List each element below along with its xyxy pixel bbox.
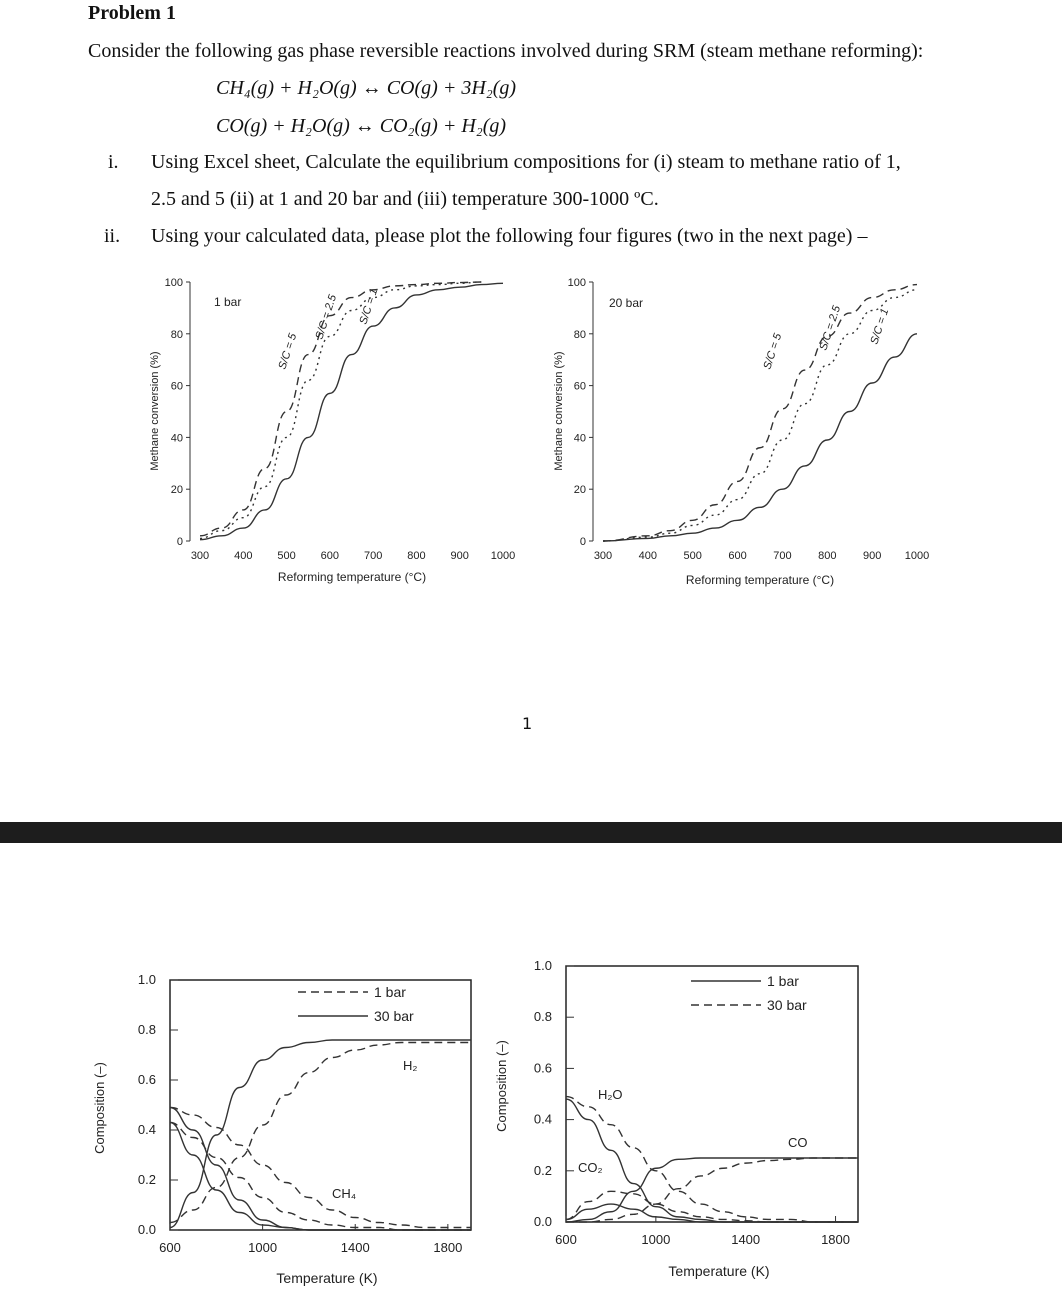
chart-20bar-series-label: S/C = 1 <box>868 307 892 346</box>
chart-composition-ch4-h2-ytick-label: 0.4 <box>137 1122 156 1137</box>
chart-1bar-ytick-label: 80 <box>170 328 183 341</box>
chart-1bar-ytick-label: 0 <box>176 536 183 548</box>
chart-1bar-title: 1 bar <box>214 295 242 309</box>
chart-composition-ch4-h2-annotation: H₂ <box>403 1058 418 1073</box>
chart-composition-co-co2-xtick-label: 1000 <box>641 1232 671 1247</box>
chart-composition-ch4-h2-legend-label: 1 bar <box>374 984 406 1000</box>
chart-composition-co-co2-series-line <box>566 1158 858 1222</box>
chart-composition-ch4-h2-annotation: CH₄ <box>332 1186 357 1201</box>
chart-composition-co-co2-xtick-label: 1800 <box>821 1232 850 1247</box>
chart-composition-co-co2-annotation: CO₂ <box>578 1160 603 1175</box>
chart-20bar-ytick-label: 0 <box>579 536 586 548</box>
chart-1bar-xtick-label: 900 <box>450 550 469 562</box>
chart-composition-ch4-h2-xtick-label: 600 <box>159 1240 181 1255</box>
reaction-equation-2: CO(g) + H₂O(g) ↔ CO₂(g) + H₂(g) <box>216 115 507 137</box>
chart-composition-co-co2-annotation: CO <box>788 1135 808 1150</box>
chart-composition-ch4-h2-legend-label: 30 bar <box>374 1008 414 1024</box>
chart-1bar-xtick-label: 800 <box>407 550 426 562</box>
chart-1bar-series-label: S/C = 5 <box>276 332 300 371</box>
chart-20bar-xtick-label: 400 <box>638 550 658 562</box>
chart-20bar-ytick-label: 100 <box>567 277 586 289</box>
chart-composition-co-co2-series-line <box>566 1097 858 1222</box>
chart-1bar-xlabel: Reforming temperature (°C) <box>277 570 427 584</box>
page-number: 1 <box>522 714 533 733</box>
problem-title: Problem 1 <box>88 2 176 24</box>
chart-20bar-ytick-label: 80 <box>573 328 586 341</box>
chart-composition-co-co2-xtick-label: 1400 <box>731 1232 761 1247</box>
chart-20bar-series-line <box>603 334 917 541</box>
chart-20bar-series-line <box>603 285 917 541</box>
chart-1bar-xtick-label: 700 <box>363 550 383 562</box>
chart-20bar-xtick-label: 900 <box>862 550 882 562</box>
problem-intro: Consider the following gas phase reversible reactions involved during SRM (steam methane reforming): <box>88 40 924 62</box>
chart-20bar-xtick-label: 500 <box>683 550 702 562</box>
chart-1bar-xtick-label: 1000 <box>490 550 516 562</box>
chart-20bar-xtick-label: 1000 <box>904 550 930 562</box>
chart-composition-ch4-h2-series-line <box>170 1123 471 1231</box>
chart-1bar-series-line <box>200 282 481 536</box>
chart-1bar-ytick-label: 20 <box>170 484 183 497</box>
list-marker-ii: ii. <box>104 225 121 247</box>
chart-composition-co-co2-legend-label: 30 bar <box>767 997 807 1013</box>
chart-1bar-ylabel: Methane conversion (%) <box>149 351 161 471</box>
page-divider <box>0 822 1062 843</box>
chart-composition-co-co2-annotation: H₂O <box>598 1087 623 1102</box>
chart-20bar-series-line <box>603 290 917 541</box>
chart-composition-co-co2-ytick-label: 0.8 <box>533 1009 552 1025</box>
chart-composition-ch4-h2-ytick-label: 1.0 <box>137 972 156 987</box>
chart-composition-ch4-h2-xtick-label: 1000 <box>248 1240 278 1255</box>
chart-20bar-xtick-label: 700 <box>773 550 792 562</box>
chart-composition-ch4-h2-xtick-label: 1800 <box>433 1240 463 1255</box>
chart-composition-co-co2-xlabel: Temperature (K) <box>668 1263 770 1279</box>
chart-composition-ch4-h2-ytick-label: 0.2 <box>137 1172 156 1187</box>
chart-20bar-series-label: S/C = 2.5 <box>817 304 844 352</box>
chart-20bar-ytick-label: 20 <box>573 484 586 497</box>
chart-20bar-xtick-label: 600 <box>728 550 747 562</box>
chart-composition-co-co2-ytick-label: 0.0 <box>533 1214 552 1229</box>
chart-1bar-xtick-label: 600 <box>320 550 340 562</box>
chart-1bar-ytick-label: 40 <box>170 432 183 445</box>
chart-composition-ch4-h2-series-line <box>170 1123 471 1231</box>
chart-20bar-xlabel: Reforming temperature (°C) <box>685 573 835 587</box>
chart-composition-ch4-h2-xlabel: Temperature (K) <box>276 1270 378 1286</box>
chart-1bar-xtick-label: 500 <box>277 550 296 562</box>
chart-composition-co-co2-series-line <box>566 1191 858 1222</box>
chart-20bar-series-label: S/C = 5 <box>761 332 785 371</box>
chart-composition-ch4-h2-ytick-label: 0.6 <box>137 1072 156 1087</box>
chart-1bar-ytick-label: 60 <box>170 380 183 393</box>
chart-1bar-series-label: S/C = 1 <box>357 287 381 326</box>
chart-composition-ch4-h2-series-line <box>170 1108 471 1231</box>
chart-composition-co-co2-ytick-label: 1.0 <box>533 958 552 973</box>
chart-1bar-xtick-label: 400 <box>234 550 253 562</box>
chart-composition-ch4-h2-ytick-label: 0.0 <box>137 1222 156 1237</box>
chart-1bar-series-label: S/C = 2.5 <box>313 293 340 341</box>
chart-20bar-ylabel: Methane conversion (%) <box>553 351 565 471</box>
chart-20bar-ytick-label: 60 <box>573 380 586 393</box>
chart-20bar-title: 20 bar <box>609 296 644 310</box>
chart-20bar-xtick-label: 300 <box>593 550 613 562</box>
chart-1bar-xtick-label: 300 <box>190 550 210 562</box>
chart-1bar-series-line <box>200 282 481 538</box>
reaction-equation-1: CH₄(g) + H₂O(g) ↔ CO(g) + 3H₂(g) <box>216 77 517 99</box>
chart-composition-ch4-h2-series-line <box>170 1043 471 1223</box>
chart-composition-co-co2-ytick-label: 0.2 <box>533 1162 552 1178</box>
chart-1bar-ytick-label: 100 <box>164 277 183 289</box>
item-i-line-2: 2.5 and 5 (ii) at 1 and 20 bar and (iii) temperature 300-1000 ºC. <box>151 188 659 210</box>
chart-composition-co-co2-xtick-label: 600 <box>555 1232 577 1247</box>
list-marker-i: i. <box>108 151 119 173</box>
chart-composition-ch4-h2-ylabel: Composition (–) <box>92 1062 107 1154</box>
chart-composition-ch4-h2-ytick-label: 0.8 <box>137 1022 156 1037</box>
chart-composition-co-co2-ylabel: Composition (–) <box>494 1040 509 1132</box>
chart-composition-ch4-h2-series-line <box>170 1108 471 1228</box>
chart-composition-ch4-h2-series-line <box>170 1040 471 1228</box>
chart-composition-co-co2-legend-label: 1 bar <box>767 973 799 989</box>
chart-1bar-series-line <box>200 283 503 539</box>
chart-composition-ch4-h2-frame <box>170 980 471 1230</box>
item-i-line-1: Using Excel sheet, Calculate the equilibrium compositions for (i) steam to methane ratio of 1, <box>151 151 901 173</box>
chart-composition-co-co2-ytick-label: 0.4 <box>533 1111 552 1127</box>
chart-20bar-ytick-label: 40 <box>573 432 586 445</box>
chart-20bar-xtick-label: 800 <box>818 550 837 562</box>
chart-composition-ch4-h2-xtick-label: 1400 <box>340 1240 370 1255</box>
item-ii-line-1: Using your calculated data, please plot the following four figures (two in the next page) – <box>151 225 868 247</box>
chart-composition-co-co2-ytick-label: 0.6 <box>533 1060 552 1076</box>
